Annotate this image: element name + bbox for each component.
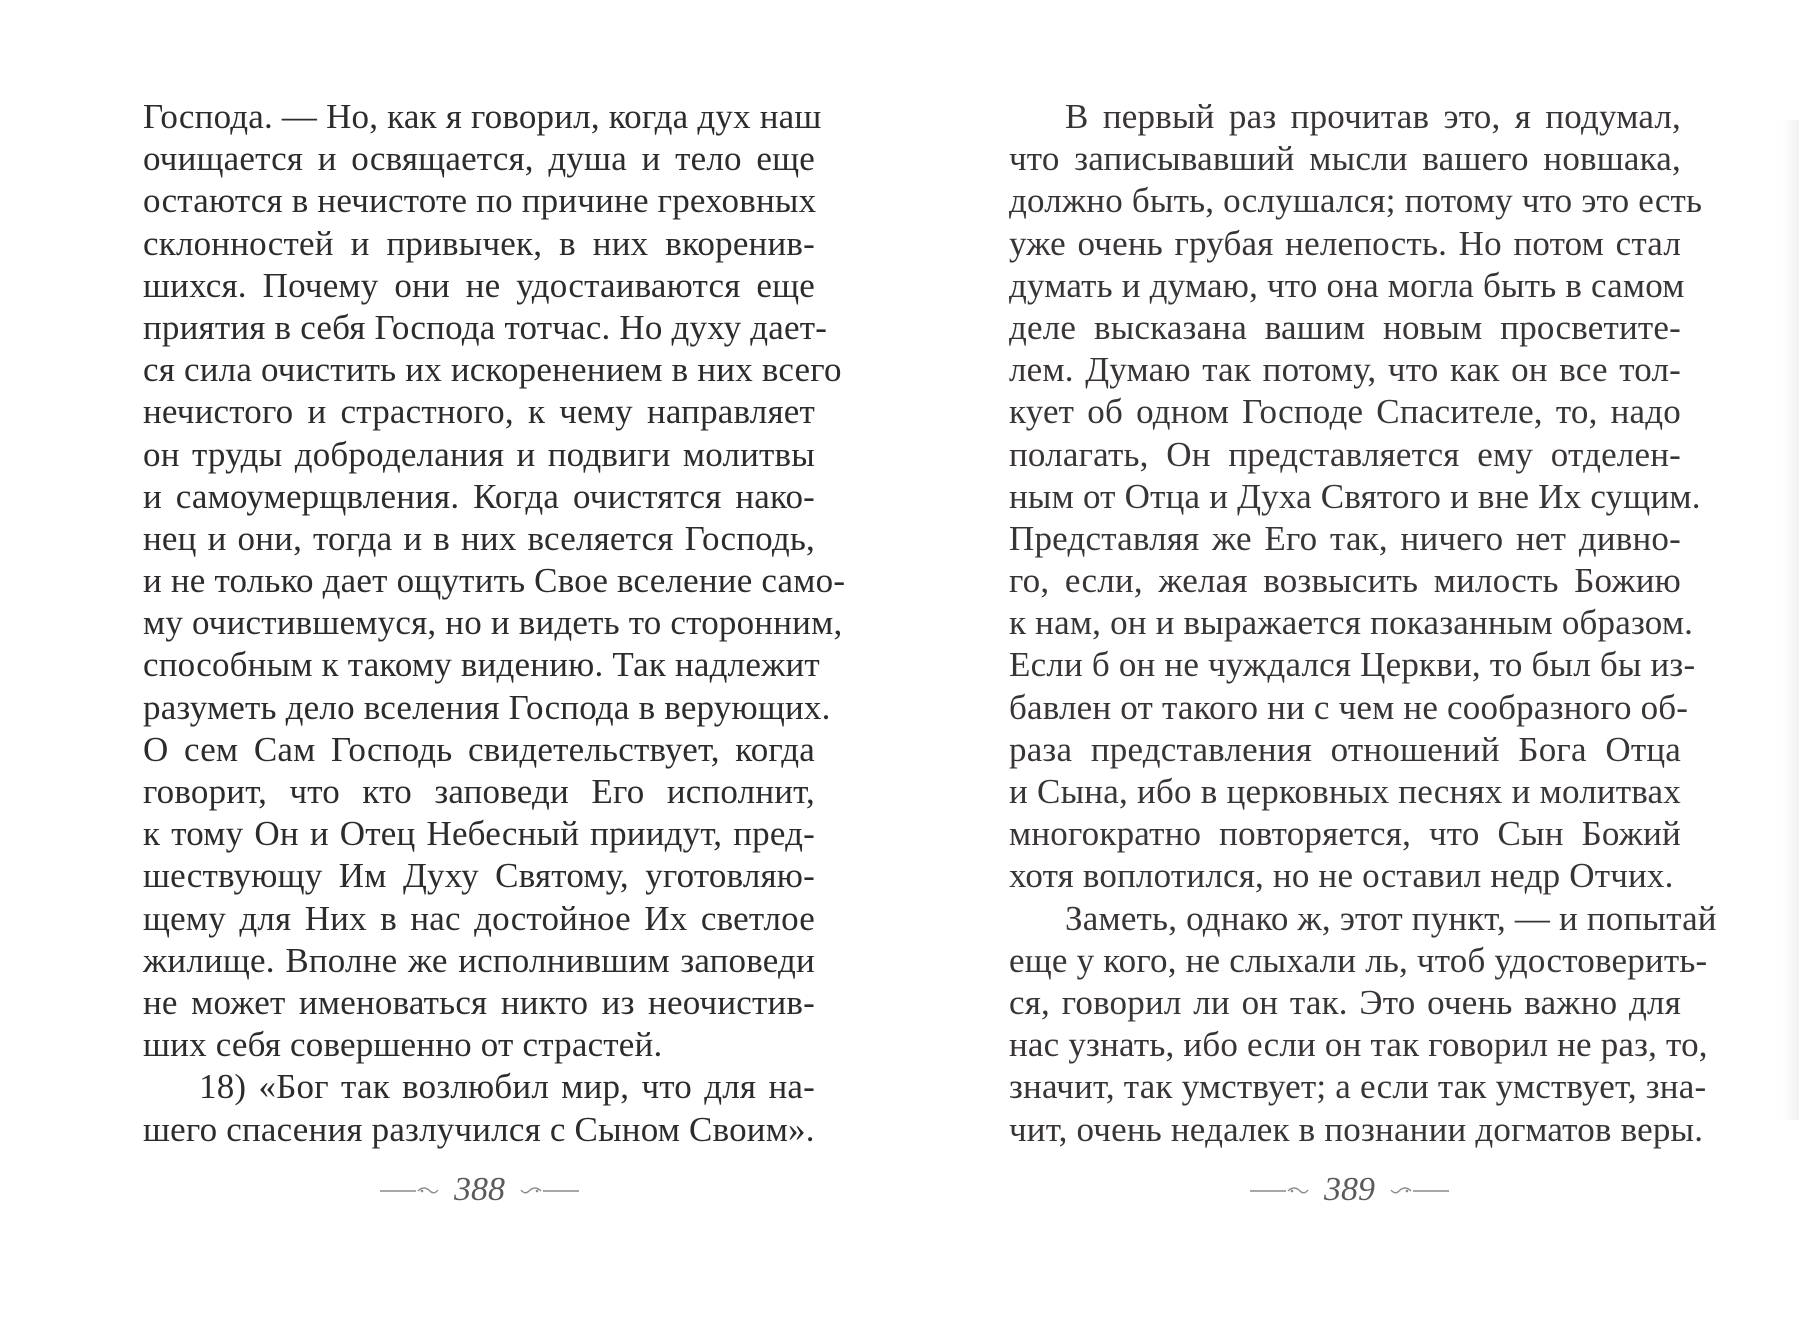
text-line: приятия в себя Господа тотчас. Но духу дает- (143, 307, 828, 347)
text-line: и не только дает ощутить Свое вселение само- (143, 561, 846, 601)
text-line: 18) «Бог так возлюбил мир, что для на- (199, 1067, 815, 1107)
text-line: Если б он не чуждался Церкви, то был бы из- (1009, 645, 1696, 685)
text-line: и Сына, ибо в церковных песнях и молитвах (1009, 772, 1681, 811)
text-line: и самоумерщвления. Когда очистятся нако- (143, 476, 815, 516)
right-page (1009, 96, 1717, 1151)
text-line: ших себя совершенно от страстей. (143, 1025, 663, 1065)
text-line: разуметь дело вселения Господа в верующих. (143, 687, 831, 727)
text-line: еще у кого, не слыхали ль, чтоб удостоверить- (1009, 940, 1708, 980)
text-line: очищается и освящается, душа и тело еще (143, 139, 815, 179)
text-line: к нам, он и выражается показанным образом. (1009, 603, 1694, 643)
text-line: бавлен от такого ни с чем не сообразного об- (1009, 687, 1689, 727)
text-line: должно быть, ослушался; потому что это есть (1009, 181, 1703, 221)
text-line: ным от Отца и Духа Святого и вне Их сущим. (1009, 476, 1701, 516)
text-line: щему для Них в нас достойное Их светлое (143, 898, 815, 938)
text-line: способным к такому видению. Так надлежит (143, 645, 820, 685)
text-line: В первый раз прочитав это, я подумал, (1065, 97, 1681, 136)
text-line: хотя воплотился, но не оставил недр Отчих. (1009, 856, 1674, 896)
text-line: говорит, что кто заповеди Его исполнит, (143, 772, 815, 811)
text-line: что записывавший мысли вашего новшака, (1009, 139, 1681, 179)
ornament-left-icon (1248, 1183, 1310, 1197)
text-line: полагать, Он представляется ему отделен- (1009, 434, 1681, 474)
left-page-footer (378, 1168, 581, 1212)
text-line: Господа. — Но, как я говорил, когда дух наш (143, 97, 822, 136)
text-line: шихся. Почему они не удостаиваются еще (143, 265, 815, 305)
page-number: 388 (454, 1171, 505, 1208)
text-line: раза представления отношений Бога Отца (1009, 729, 1681, 769)
text-line: шего спасения разлучился с Сыном Своим». (143, 1109, 815, 1149)
text-line: го, если, желая возвысить милость Божию (1009, 561, 1681, 601)
ornament-right-icon (519, 1183, 581, 1197)
text-line: му очистившемуся, но и видеть то сторонним, (143, 603, 843, 643)
text-line: деле высказана вашим новым просветите- (1009, 307, 1681, 347)
text-line: склонностей и привычек, в них вкоренив- (143, 223, 815, 263)
text-line: нас узнать, ибо если он так говорил не раз, то, (1009, 1025, 1708, 1065)
text-line: не может именоваться никто из неочистив- (143, 982, 815, 1022)
ornament-left-icon (378, 1183, 440, 1197)
page-number: 389 (1324, 1171, 1375, 1208)
text-line: значит, так умствует; а если так умствует, зна- (1009, 1067, 1707, 1107)
text-line: кует об одном Господе Спасителе, то, надо (1009, 392, 1681, 432)
text-line: чит, очень недалек в познании догматов веры. (1009, 1109, 1704, 1149)
text-line: жилище. Вполне же исполнившим заповеди (143, 940, 815, 980)
text-line: лем. Думаю так потому, что как он все тол- (1009, 350, 1681, 390)
text-line: уже очень грубая нелепость. Но потом стал (1009, 223, 1681, 263)
text-line: он труды доброделания и подвиги молитвы (143, 434, 815, 474)
text-line: шествующу Им Духу Святому, уготовляю- (143, 856, 815, 896)
text-line: ся, говорил ли он так. Это очень важно для (1009, 982, 1681, 1022)
text-line: нечистого и страстного, к чему направляет (143, 392, 815, 432)
ornament-right-icon (1389, 1183, 1451, 1197)
text-line: О сем Сам Господь свидетельствует, когда (143, 729, 815, 769)
text-line: к тому Он и Отец Небесный приидут, пред- (143, 814, 815, 854)
right-page-footer (1248, 1168, 1451, 1212)
text-line: думать и думаю, что она могла быть в самом (1009, 265, 1685, 305)
text-line: Заметь, однако ж, этот пункт, — и попытай (1065, 898, 1717, 938)
text-line: остаются в нечистоте по причине греховных (143, 181, 817, 221)
left-page (143, 96, 846, 1151)
text-line: ся сила очистить их искоренением в них всего (143, 350, 842, 390)
text-line: Представляя же Его так, ничего нет дивно- (1009, 518, 1681, 558)
text-line: нец и они, тогда и в них вселяется Господь, (143, 518, 815, 558)
page-edge-shadow (1782, 120, 1799, 1120)
text-line: многократно повторяется, что Сын Божий (1009, 814, 1681, 854)
